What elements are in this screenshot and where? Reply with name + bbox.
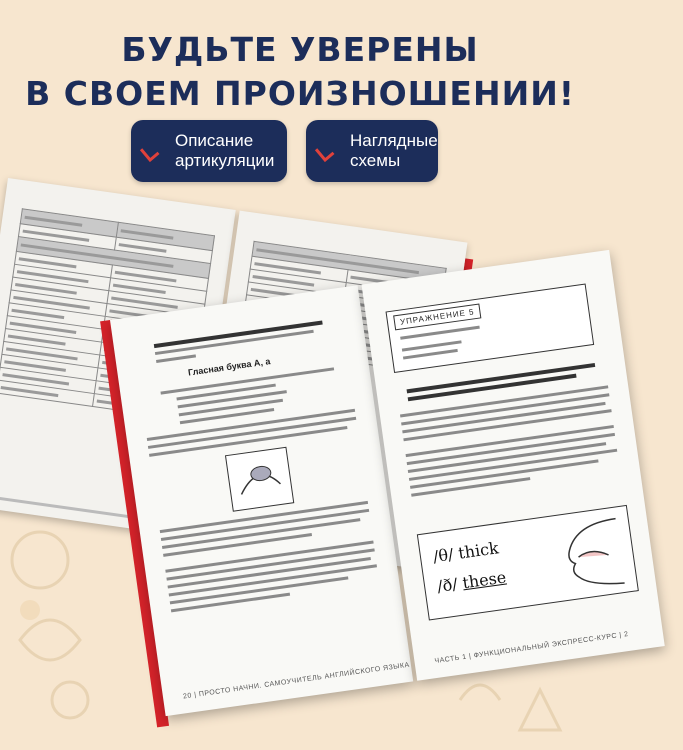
phoneme-symbol: /θ/ [431,544,455,567]
example-word: thick [457,538,500,563]
headline [0,28,600,116]
example-word: these [461,567,508,593]
phoneme-symbol: /ð/ [435,574,459,596]
badge-label: Наглядные схемы [350,131,438,170]
exercise-box [386,283,595,373]
text-line [403,349,458,360]
articulation-diagram [225,447,294,512]
phonetic-diagram [417,505,639,621]
checkmark-icon [131,138,175,164]
page-footer: 20 | ПРОСТО НАЧНИ. САМОУЧИТЕЛЬ АНГЛИЙСКОГО ЯЗЫКА [182,661,411,701]
phonetic-row-1 [432,538,500,566]
section-heading: Гласная буква А, а [187,356,271,378]
phonetic-row-2 [436,567,507,595]
text-line [406,425,614,457]
text-line [156,354,196,363]
text-line [165,541,373,573]
page-footer: ЧАСТЬ 1 | ФУНКЦИОНАЛЬНЫЙ ЭКСПРЕСС-КУРС | 2 [434,630,629,666]
badge-articulation [131,120,287,182]
badge-diagrams [306,120,438,182]
front-right-page [362,250,665,681]
mouth-profile-icon [546,513,631,595]
headline-line-2: В СВОЕМ ПРОИЗНОШЕНИИ! [25,74,575,113]
text-line [400,385,608,417]
exercise-title: УПРАЖНЕНИЕ 5 [393,303,481,330]
checkmark-icon [306,138,350,164]
front-book-spread [110,248,683,736]
badge-label: Описание артикуляции [175,131,275,170]
headline-line-1: БУДЬТЕ УВЕРЕНЫ [121,30,479,69]
